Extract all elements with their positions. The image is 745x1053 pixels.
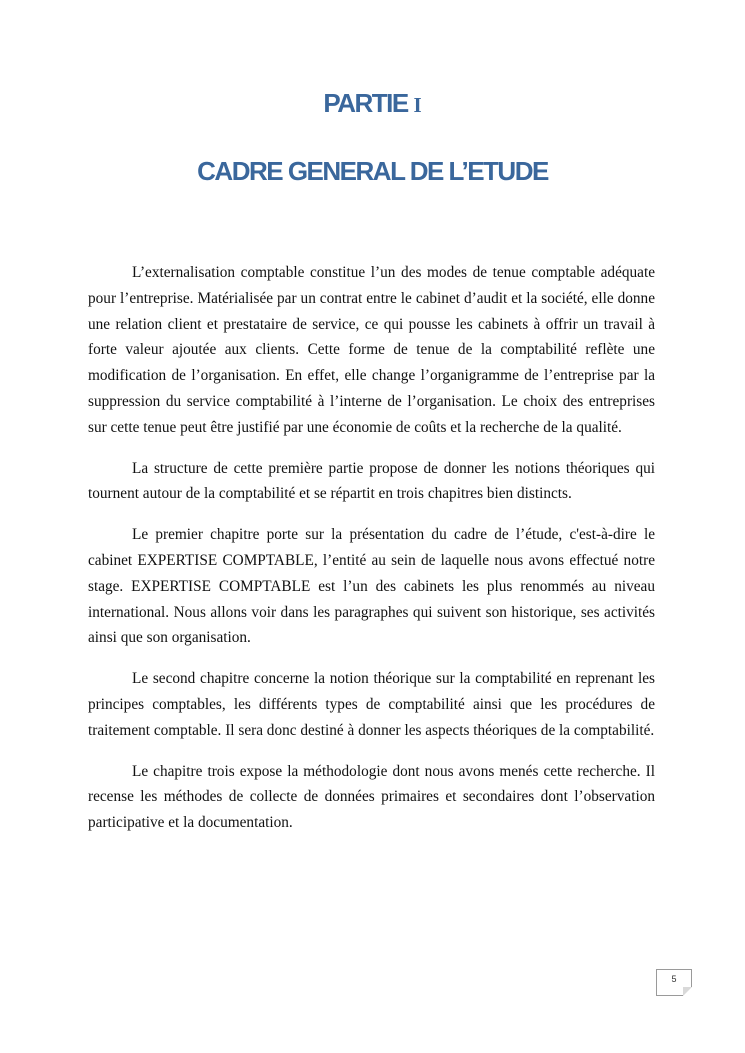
part-numeral: I xyxy=(413,93,422,117)
body-text xyxy=(88,260,655,851)
paragraph-chapter-one: Le premier chapitre porte sur la présentation du cadre de l’étude, c'est-à-dire le cabinet EXPERTISE COMPTABLE, l’entité au sein de laquelle nous avons effectué notre stage. EXPERTISE COMPTABLE est l’un des cabinets les plus renommés au niveau international. Nous allons voir dans les paragraphes qui suivent son historique, ses activités ainsi que son organisation. xyxy=(88,526,655,647)
paragraph-structure: La structure de cette première partie propose de donner les notions théoriques qui tournent autour de la comptabilité et se répartit en trois chapitres bien distincts. xyxy=(88,459,655,503)
paragraph-chapter-two: Le second chapitre concerne la notion théorique sur la comptabilité en reprenant les principes comptables, les différents types de comptabilité ainsi que les procédures de traitement comptable. Il sera donc destiné à donner les aspects théoriques de la comptabilité. xyxy=(88,670,655,739)
part-subtitle: CADRE GENERAL DE L’ETUDE xyxy=(197,156,548,186)
folded-corner-icon xyxy=(683,987,692,996)
part-title xyxy=(0,88,745,119)
part-label: PARTIE xyxy=(323,88,408,118)
paragraph-intro: L’externalisation comptable constitue l’un des modes de tenue comptable adéquate pour l’entreprise. Matérialisée par un contrat entre le cabinet d’audit et la société, elle donne une relation client et prestataire de service, ce qui pousse les cabinets à offrir un travail à forte valeur ajoutée aux clients. Cette forme de tenue de la comptabilité reflète une modification de l’organisation. En effet, elle change l’organigramme de l’entreprise par la suppression du service comptabilité à l’interne de l’organisation. Le choix des entreprises sur cette tenue peut être justifié par une économie de coûts et la recherche de la qualité. xyxy=(88,264,655,436)
page-number-badge xyxy=(656,969,692,996)
paragraph-chapter-three: Le chapitre trois expose la méthodologie dont nous avons menés cette recherche. Il recense les méthodes de collecte de données primaires et secondaires dont l’observation participative et la documentation. xyxy=(88,762,655,832)
page-number: 5 xyxy=(671,974,677,984)
